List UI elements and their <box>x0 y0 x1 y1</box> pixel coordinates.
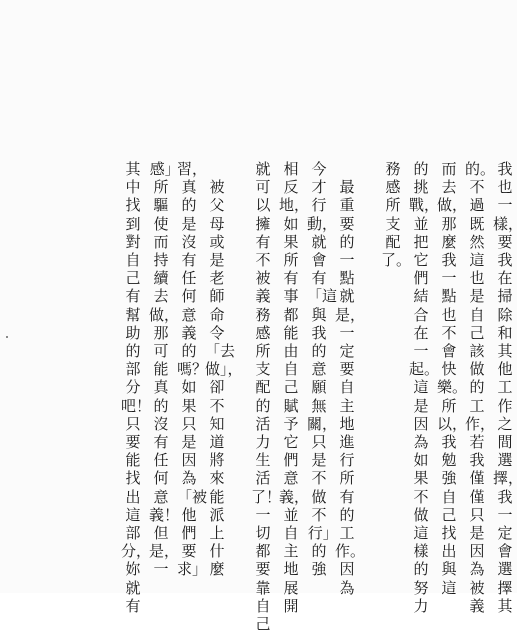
text-column-10: 被父母或是老師命令「去做」，卻不知道將來能派上什麼 <box>205 160 243 579</box>
text-column-9: 就可以擁有不被義務感所支配的活力生活了！一切都要靠自己 <box>251 160 282 633</box>
text-column-2: 的。不過既然這也是自己該做的工作，若我僅僅只是因為被義 <box>465 160 496 615</box>
text-column-5: 務感所支配了。 <box>381 160 412 270</box>
text-column-13: 其中找到對自己有幫助的部分吧！只要能找出這部分，妳就有 <box>121 160 152 615</box>
text-column-8: 相反地，如果所有事都能由自己賦予它們意義，並自主地展開 <box>279 160 310 615</box>
text-column-6: 最重要的一點就是，一定要自主地進行所有的工作。因為 <box>335 160 366 597</box>
text-column-4: 的挑戰，並把它們結合在一起。這是因為如果不做這樣的努力 <box>409 160 440 615</box>
text-column-3: 而去做，那麼我一點也不會快樂。所以，我勉強自己找出與這 <box>437 160 468 597</box>
vertical-text-columns <box>117 160 523 633</box>
text-column-7: 今才行動，就會有「這與我的意願無關，只是不做不行」的強 <box>307 160 338 579</box>
text-column-11: 習，真的是沒有任何意義的嗎？如果只是因為「被他們要求」 <box>177 160 208 579</box>
scan-speck <box>6 336 8 338</box>
text-column-1: 我也一樣，要我在掃除和其他工作之間選擇，我一定會選擇其 <box>493 160 523 615</box>
text-column-12: 感」所驅使而持續去做，那可能真的沒有任何意義！但是，一 <box>149 160 180 579</box>
